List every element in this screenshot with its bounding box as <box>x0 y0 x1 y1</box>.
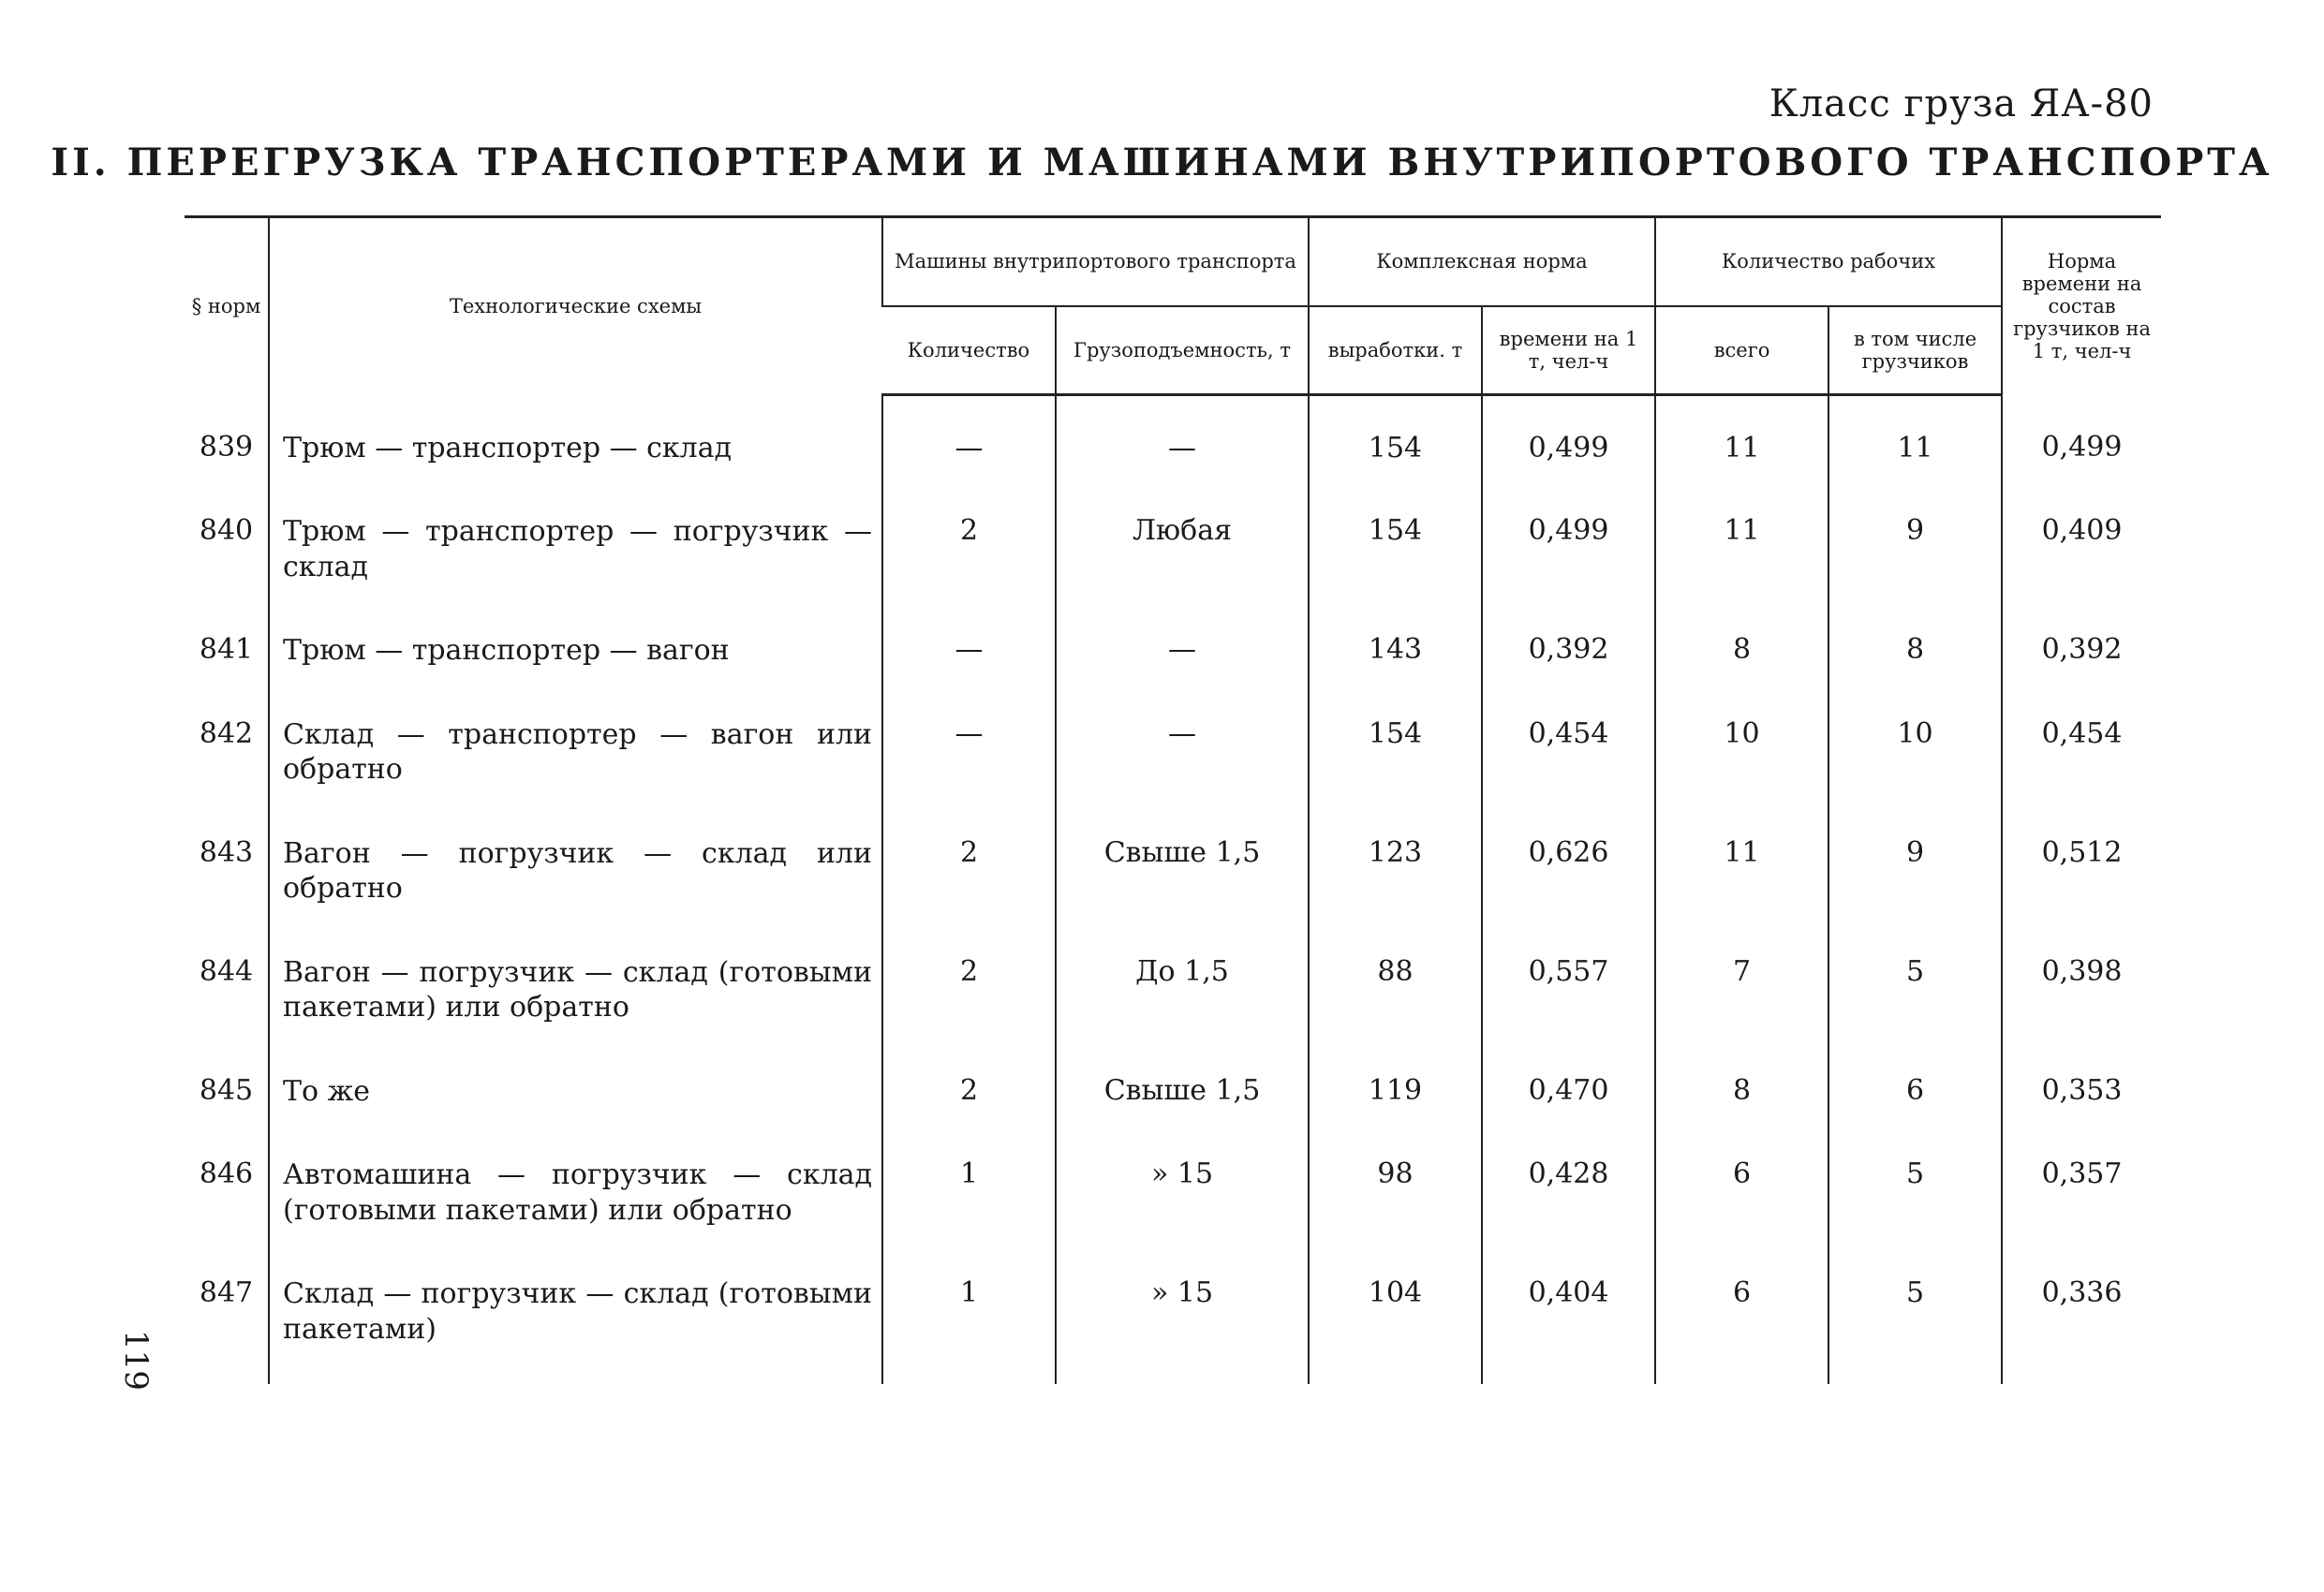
scheme-cell: Склад — погрузчик — склад (готовыми пакетами) <box>269 1271 882 1384</box>
output-norm-cell: 123 <box>1309 831 1482 950</box>
output-norm-cell: 88 <box>1309 950 1482 1069</box>
norm-number-cell: 844 <box>199 954 254 988</box>
norm-table <box>185 215 2161 1384</box>
workers-total-cell: 8 <box>1655 1069 1828 1153</box>
machines-capacity-cell: Свыше 1,5 <box>1056 1069 1309 1153</box>
header-complex-norm-group: Комплексная норма <box>1309 217 1655 306</box>
workers-total-cell: 6 <box>1655 1152 1828 1271</box>
header-machines-quantity: Количество <box>882 306 1056 395</box>
header-loader-time-norm: Норма времени на состав грузчиков на 1 т, чел-ч <box>2002 217 2161 395</box>
workers-loaders-cell: 11 <box>1828 395 2002 509</box>
workers-loaders-cell: 5 <box>1828 1152 2002 1271</box>
machines-quantity-cell: 1 <box>882 1271 1056 1384</box>
workers-loaders-cell: 9 <box>1828 509 2002 627</box>
machines-quantity-cell: 2 <box>882 831 1056 950</box>
machines-capacity-cell: — <box>1056 395 1309 509</box>
output-norm-cell: 154 <box>1309 712 1482 831</box>
loader-time-norm-cell: 0,353 <box>2002 1069 2161 1153</box>
loader-time-norm-cell: 0,512 <box>2002 831 2161 950</box>
output-norm-cell: 154 <box>1309 509 1482 627</box>
workers-loaders-cell: 5 <box>1828 1271 2002 1384</box>
table-row <box>185 1271 2161 1384</box>
time-norm-cell: 0,428 <box>1482 1152 1655 1271</box>
section-title: II. ПЕРЕГРУЗКА ТРАНСПОРТЕРАМИ И МАШИНАМИ ВНУТРИПОРТОВОГО ТРАНСПОРТА <box>51 140 2273 184</box>
norm-number-cell: 839 <box>199 430 254 464</box>
machines-capacity-cell: До 1,5 <box>1056 950 1309 1069</box>
norm-number-cell: 842 <box>199 716 254 750</box>
table-row <box>185 509 2161 627</box>
loader-time-norm-cell: 0,398 <box>2002 950 2161 1069</box>
table-row <box>185 395 2161 509</box>
scheme-cell: То же <box>269 1069 882 1153</box>
header-technological-schemes: Технологические схемы <box>269 217 882 395</box>
output-norm-cell: 143 <box>1309 627 1482 712</box>
workers-total-cell: 6 <box>1655 1271 1828 1384</box>
output-norm-cell: 104 <box>1309 1271 1482 1384</box>
output-norm-cell: 119 <box>1309 1069 1482 1153</box>
time-norm-cell: 0,626 <box>1482 831 1655 950</box>
machines-quantity-cell: — <box>882 712 1056 831</box>
time-norm-cell: 0,404 <box>1482 1271 1655 1384</box>
workers-loaders-cell: 6 <box>1828 1069 2002 1153</box>
norm-number-cell: 845 <box>199 1073 254 1107</box>
machines-quantity-cell: 1 <box>882 1152 1056 1271</box>
machines-capacity-cell: » 15 <box>1056 1152 1309 1271</box>
workers-loaders-cell: 8 <box>1828 627 2002 712</box>
loader-time-norm-cell: 0,409 <box>2002 509 2161 627</box>
table-row <box>185 627 2161 712</box>
header-norm-number: § норм <box>185 217 269 395</box>
output-norm-cell: 98 <box>1309 1152 1482 1271</box>
machines-quantity-cell: 2 <box>882 1069 1056 1153</box>
machines-capacity-cell: — <box>1056 627 1309 712</box>
header-machines-group: Машины внутрипортового транспорта <box>882 217 1309 306</box>
time-norm-cell: 0,557 <box>1482 950 1655 1069</box>
workers-loaders-cell: 5 <box>1828 950 2002 1069</box>
norm-number-cell: 840 <box>199 514 254 547</box>
machines-capacity-cell: Свыше 1,5 <box>1056 831 1309 950</box>
table-row <box>185 1152 2161 1271</box>
machines-quantity-cell: — <box>882 395 1056 509</box>
scheme-cell: Вагон — погрузчик — склад (готовыми пакетами) или обратно <box>269 950 882 1069</box>
workers-total-cell: 11 <box>1655 831 1828 950</box>
workers-loaders-cell: 10 <box>1828 712 2002 831</box>
scheme-cell: Трюм — транспортер — склад <box>269 395 882 509</box>
time-norm-cell: 0,470 <box>1482 1069 1655 1153</box>
machines-quantity-cell: 2 <box>882 950 1056 1069</box>
header-output-norm: выработки. т <box>1309 306 1482 395</box>
workers-total-cell: 7 <box>1655 950 1828 1069</box>
table-row <box>185 712 2161 831</box>
loader-time-norm-cell: 0,499 <box>2002 395 2161 509</box>
scheme-cell: Склад — транспортер — вагон или обратно <box>269 712 882 831</box>
machines-capacity-cell: — <box>1056 712 1309 831</box>
norm-number-cell: 843 <box>199 835 254 869</box>
workers-total-cell: 11 <box>1655 395 1828 509</box>
output-norm-cell: 154 <box>1309 395 1482 509</box>
scheme-cell: Трюм — транспортер — вагон <box>269 627 882 712</box>
table-row <box>185 950 2161 1069</box>
cargo-class-label: Класс груза ЯА-80 <box>1769 82 2154 125</box>
table-row <box>185 1069 2161 1153</box>
header-time-norm: времени на 1 т, чел-ч <box>1482 306 1655 395</box>
workers-loaders-cell: 9 <box>1828 831 2002 950</box>
machines-capacity-cell: » 15 <box>1056 1271 1309 1384</box>
time-norm-cell: 0,454 <box>1482 712 1655 831</box>
header-workers-total: всего <box>1655 306 1828 395</box>
loader-time-norm-cell: 0,336 <box>2002 1271 2161 1384</box>
machines-quantity-cell: — <box>882 627 1056 712</box>
header-workers-loaders: в том числе грузчиков <box>1828 306 2002 395</box>
workers-total-cell: 10 <box>1655 712 1828 831</box>
time-norm-cell: 0,499 <box>1482 509 1655 627</box>
loader-time-norm-cell: 0,392 <box>2002 627 2161 712</box>
header-workers-group: Количество рабочих <box>1655 217 2002 306</box>
scheme-cell: Автомашина — погрузчик — склад (готовыми пакетами) или обратно <box>269 1152 882 1271</box>
norm-number-cell: 841 <box>199 633 254 666</box>
loader-time-norm-cell: 0,454 <box>2002 712 2161 831</box>
norm-number-cell: 847 <box>199 1276 254 1309</box>
time-norm-cell: 0,392 <box>1482 627 1655 712</box>
machines-capacity-cell: Любая <box>1056 509 1309 627</box>
table-row <box>185 831 2161 950</box>
page-number: 119 <box>117 1330 155 1391</box>
machines-quantity-cell: 2 <box>882 509 1056 627</box>
time-norm-cell: 0,499 <box>1482 395 1655 509</box>
norm-number-cell: 846 <box>199 1157 254 1190</box>
scheme-cell: Вагон — погрузчик — склад или обратно <box>269 831 882 950</box>
header-machines-capacity: Грузоподъемность, т <box>1056 306 1309 395</box>
workers-total-cell: 11 <box>1655 509 1828 627</box>
workers-total-cell: 8 <box>1655 627 1828 712</box>
scheme-cell: Трюм — транспортер — погрузчик — склад <box>269 509 882 627</box>
loader-time-norm-cell: 0,357 <box>2002 1152 2161 1271</box>
